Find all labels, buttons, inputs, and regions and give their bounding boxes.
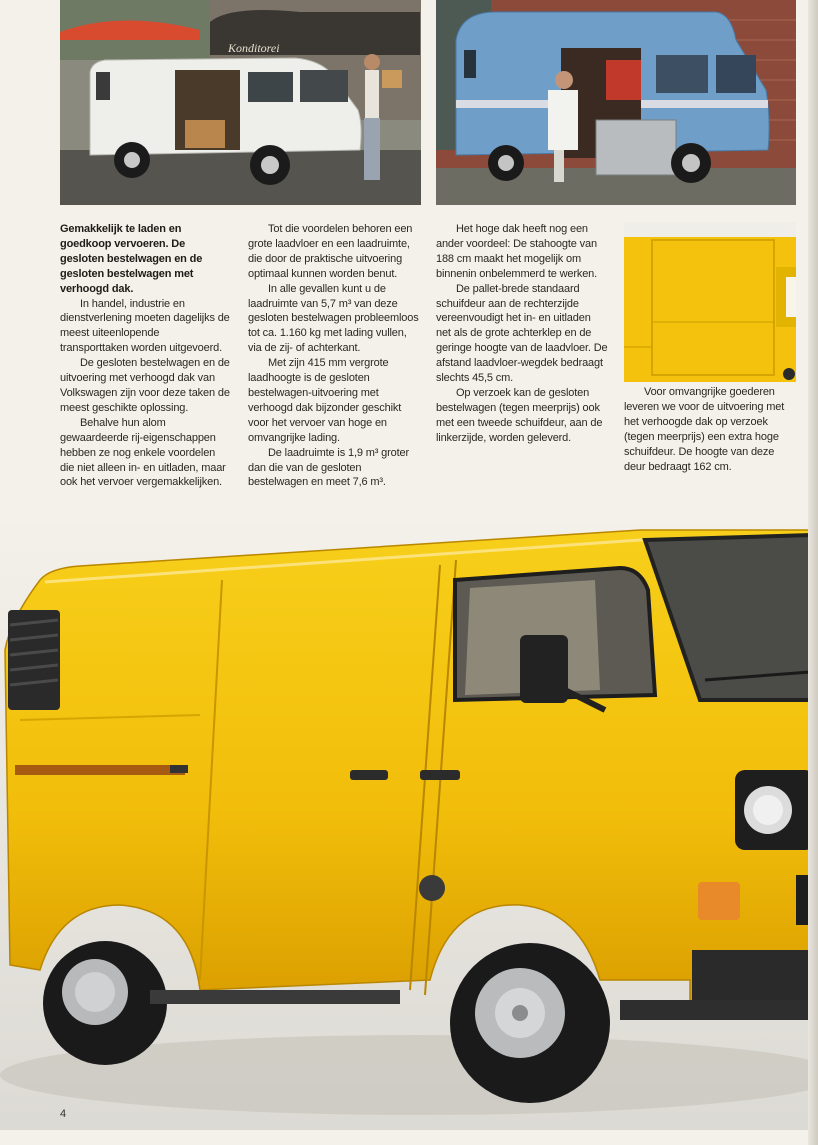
photo-yellow-panel-van [0,510,818,1130]
paragraph: Op verzoek kan de gesloten bestelwagen (tegen meerprijs) ook met een tweede schuifdeur, aan de linkerzijde, worden geleverd. [436,386,603,444]
paragraph: In alle gevallen kunt u de laadruimte van 5,7 m³ van deze gesloten bestelwagen probleemloos tot ca. 1.160 kg met lading vullen, via de zij- of achterkant. [248,282,419,355]
paragraph: Het hoge dak heeft nog een ander voordeel: De stahoogte van 188 cm maakt het mogelijk om binnenin onbelemmerd te werken. [436,223,598,280]
paragraph: De laadruimte is 1,9 m³ groter dan die van de gesloten bestelwagen en meet 7,6 m³. [248,446,409,489]
photo-bakery-van [60,0,421,205]
text-column-3 [436,222,608,446]
paragraph: Tot die voordelen behoren een grote laadvloer en een laadruimte, die door de praktische uitvoering optimaal kunnen worden benut. [248,223,413,280]
photo-high-roof-van [436,0,796,205]
paragraph: De gesloten bestelwagen en de uitvoering met verhoogd dak van Volkswagen zijn voor deze taken de meest geschikte oplossing. [60,357,230,414]
page-number: 4 [60,1108,67,1120]
paragraph: De pallet-brede standaard schuifdeur aan de rechterzijde vereenvoudigt het in- en uitladen net als de grote achterklep en de geringe hoogte van de laadvloer. De afstand laadvloer-wegdek bedraagt slechts 45,5 cm. [436,282,608,385]
vent [8,610,60,710]
intro-heading: Gemakkelijk te laden en goedkoop vervoeren. De gesloten bestelwagen en de gesloten bestelwagen met verhoogd dak. [60,223,203,295]
paragraph: Voor omvangrijke goederen leveren we voor de uitvoering met het verhoogde dak op verzoek (tegen meerprijs) een extra hoge schuifdeur. De hoogte van deze deur bedraagt 162 cm. [624,386,785,473]
text-column-2 [248,222,420,490]
paragraph: Met zijn 415 mm vergrote laadhoogte is de gesloten bestelwagen-uitvoering met verhoogd dak bijzonder geschikt voor het vervoer van hoge en omvangrijke lading. [248,357,402,444]
paragraph: In handel, industrie en dienstverlening moeten dagelijks de meest uiteenlopende transporttaken worden uitgevoerd. [60,297,230,355]
front-wheel [450,943,610,1103]
konditorei-sign: Konditorei [228,41,280,55]
page-edge-shadow [808,0,818,1145]
text-column-4 [624,385,796,474]
photo-high-sliding-door [624,222,796,382]
text-column-1 [60,222,230,490]
rear-wheel [43,941,167,1065]
paragraph: Behalve hun alom gewaardeerde rij-eigenschappen hebben ze nog enkele voordelen die niet alleen in- en uitladen, maar ook het vervoer vergemakkelijken. [60,416,226,489]
